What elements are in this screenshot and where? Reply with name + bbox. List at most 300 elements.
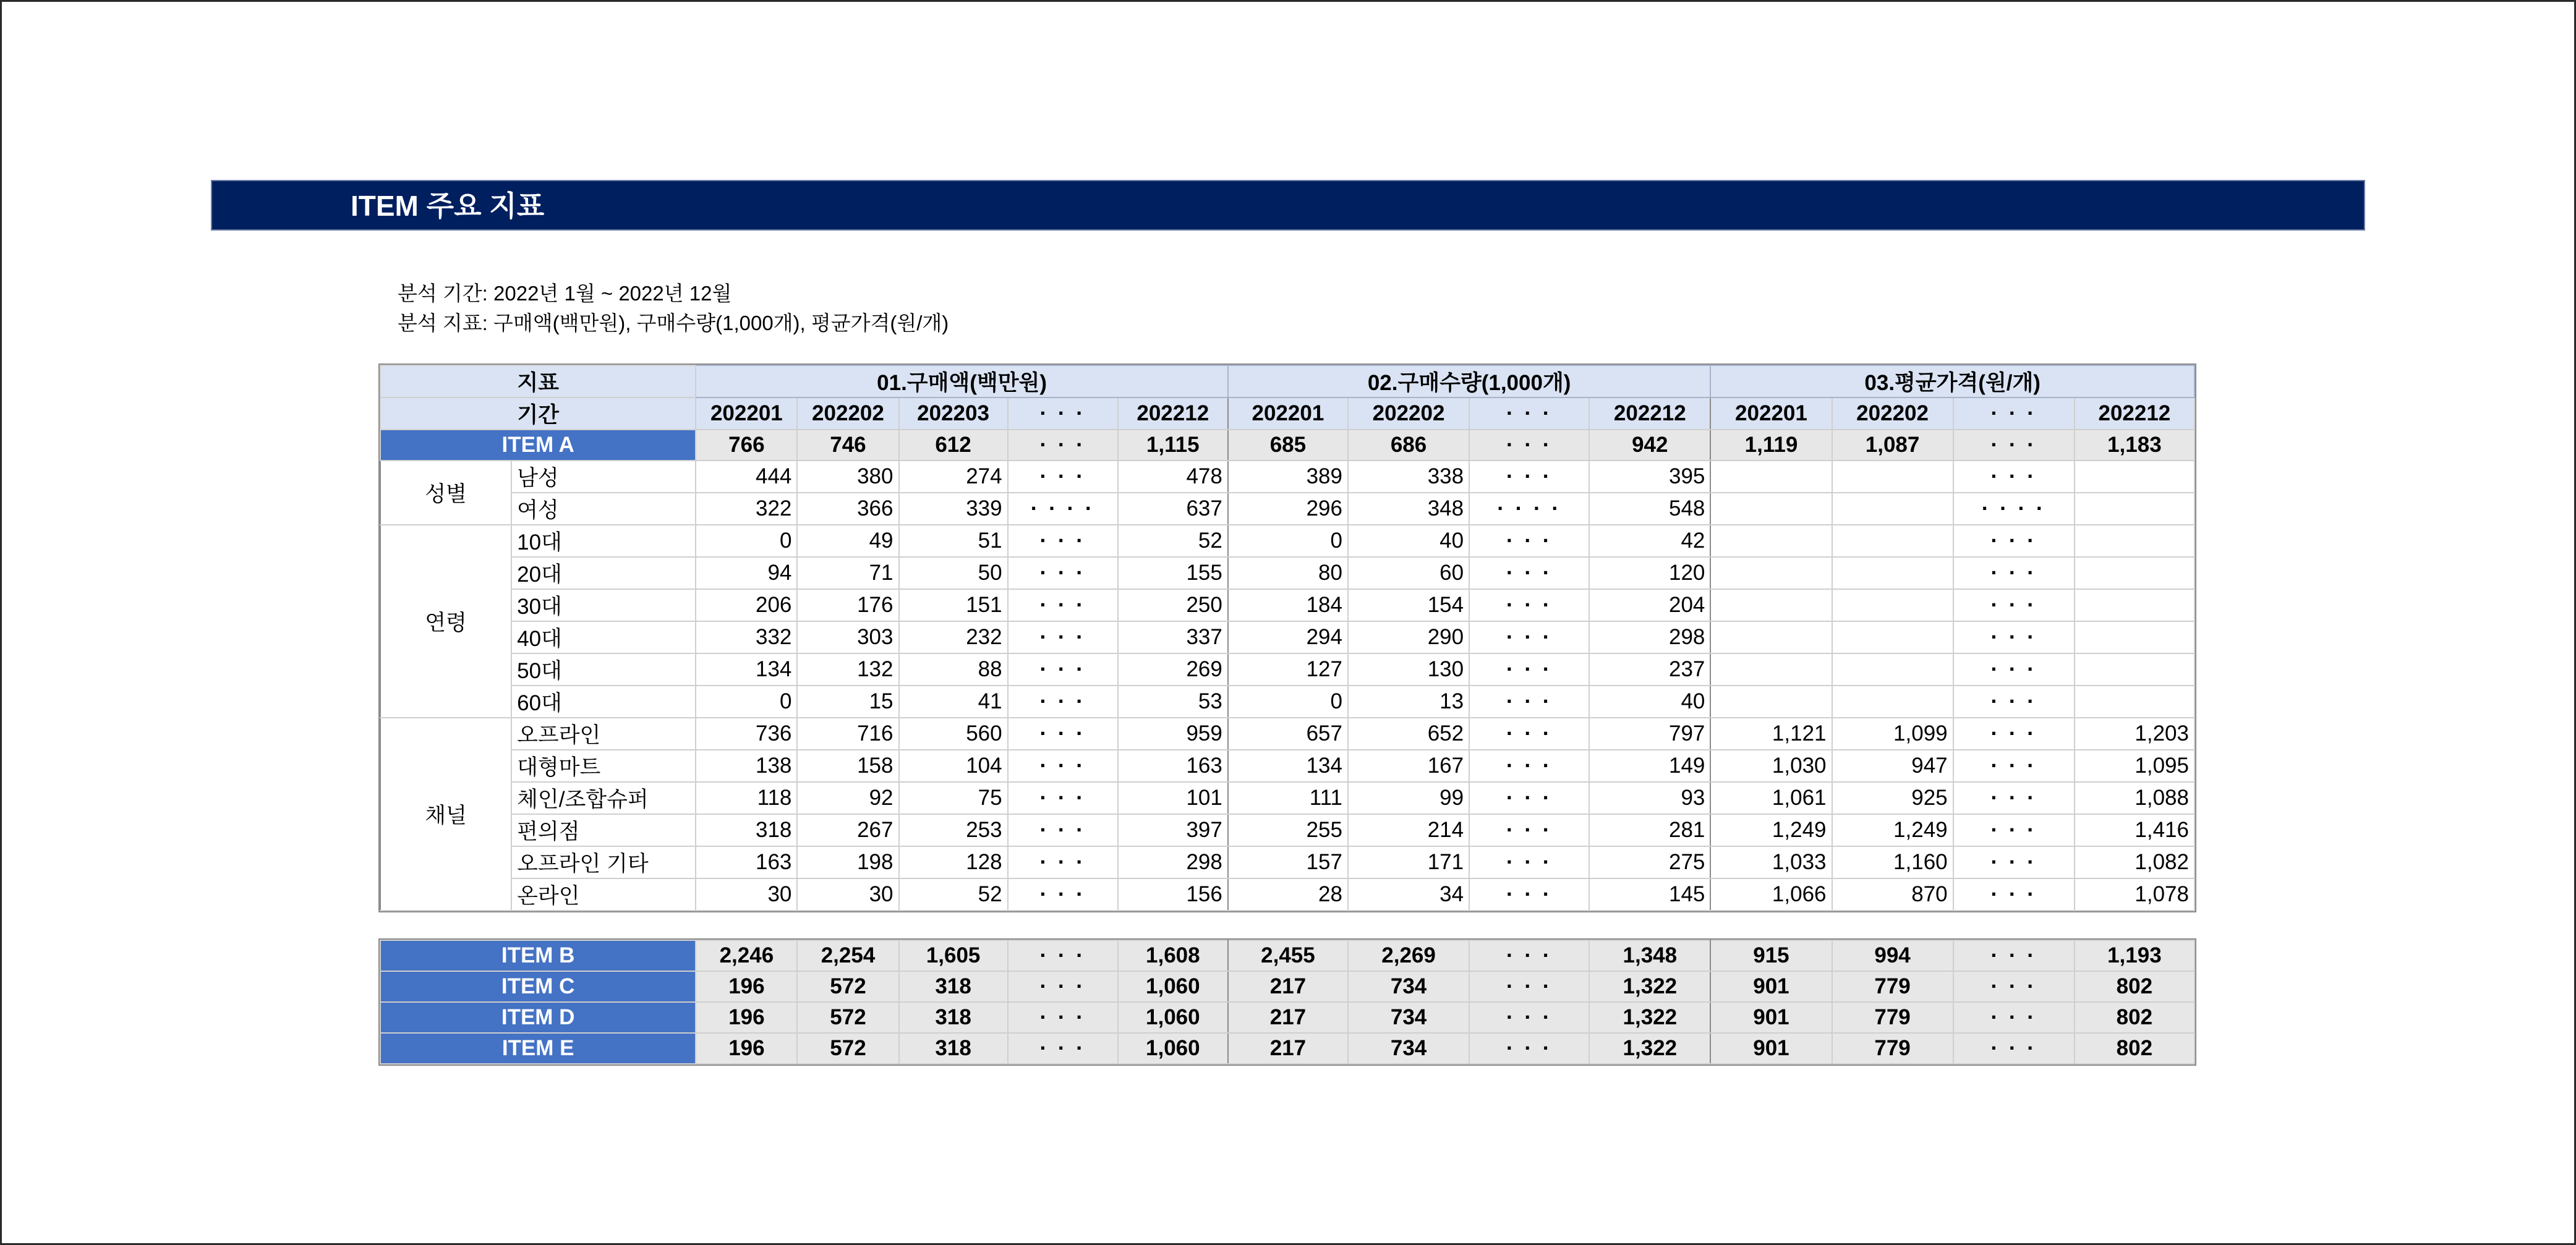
item-value-cell: 1,087: [1832, 430, 1953, 461]
value-cell: 397: [1118, 814, 1228, 846]
value-cell: 1,082: [2075, 846, 2194, 878]
table-row: [380, 557, 2194, 589]
table-row: [380, 878, 2194, 911]
subcategory-label: 온라인: [511, 878, 696, 911]
subcategory-label: 대형마트: [511, 750, 696, 782]
value-cell: 237: [1589, 653, 1710, 686]
value-cell: 134: [696, 653, 797, 686]
subcategory-label: 50대: [511, 653, 696, 686]
value-cell: 155: [1118, 557, 1228, 589]
item-value-cell: 1,322: [1589, 971, 1710, 1002]
item-label: ITEM A: [380, 430, 696, 461]
header-period-cell: 202203: [899, 397, 1008, 430]
header-group-label: 01.구매액(백만원): [696, 365, 1228, 397]
value-cell: 157: [1228, 846, 1348, 878]
analysis-metrics: 분석 지표: 구매액(백만원), 구매수량(1,000개), 평균가격(원/개): [398, 312, 949, 334]
value-cell: · · ·: [1008, 878, 1118, 911]
value-cell: · · ·: [1008, 653, 1118, 686]
value-cell: [1832, 686, 1953, 718]
item-value-cell: 901: [1710, 971, 1832, 1002]
header-group-label: 02.구매수량(1,000개): [1228, 365, 1711, 397]
value-cell: 947: [1832, 750, 1953, 782]
value-cell: 294: [1228, 621, 1348, 653]
item-value-cell: 686: [1348, 430, 1469, 461]
header-period-cell: 202202: [797, 397, 898, 430]
item-value-cell: 2,254: [797, 940, 898, 971]
value-cell: · · ·: [1469, 846, 1589, 878]
value-cell: 163: [1118, 750, 1228, 782]
value-cell: · · ·: [1953, 557, 2075, 589]
value-cell: 303: [797, 621, 898, 653]
value-cell: [1710, 461, 1832, 493]
value-cell: · · ·: [1953, 686, 2075, 718]
item-value-cell: · · ·: [1469, 940, 1589, 971]
item-value-cell: 612: [899, 430, 1008, 461]
value-cell: 444: [696, 461, 797, 493]
table-row: [380, 750, 2194, 782]
item-value-cell: 318: [899, 1002, 1008, 1033]
value-cell: · · ·: [1953, 878, 2075, 911]
item-value-cell: 1,608: [1118, 940, 1228, 971]
item-value-cell: 994: [1832, 940, 1953, 971]
value-cell: 41: [899, 686, 1008, 718]
header-row-periods: [380, 397, 2194, 430]
value-cell: 366: [797, 493, 898, 525]
value-cell: 28: [1228, 878, 1348, 911]
item-value-cell: · · ·: [1008, 940, 1118, 971]
value-cell: 296: [1228, 493, 1348, 525]
item-value-cell: 1,115: [1118, 430, 1228, 461]
table-row: [380, 814, 2194, 846]
value-cell: 797: [1589, 718, 1710, 750]
value-cell: 52: [1118, 525, 1228, 557]
value-cell: 1,078: [2075, 878, 2194, 911]
value-cell: [1832, 589, 1953, 621]
item-value-cell: 1,322: [1589, 1033, 1710, 1064]
category-label: 성별: [380, 461, 511, 525]
value-cell: 1,203: [2075, 718, 2194, 750]
item-value-cell: 217: [1228, 971, 1348, 1002]
value-cell: 959: [1118, 718, 1228, 750]
value-cell: [1710, 589, 1832, 621]
value-cell: [1832, 493, 1953, 525]
header-period-cell: · · ·: [1953, 397, 2075, 430]
value-cell: 40: [1589, 686, 1710, 718]
value-cell: · · ·: [1008, 718, 1118, 750]
value-cell: 154: [1348, 589, 1469, 621]
table-row: [380, 589, 2194, 621]
value-cell: 130: [1348, 653, 1469, 686]
table-row: [380, 653, 2194, 686]
table-row: [380, 782, 2194, 814]
value-cell: · · ·: [1469, 878, 1589, 911]
value-cell: 1,088: [2075, 782, 2194, 814]
item-value-cell: · · ·: [1008, 971, 1118, 1002]
value-cell: 332: [696, 621, 797, 653]
item-value-cell: 2,269: [1348, 940, 1469, 971]
value-cell: 214: [1348, 814, 1469, 846]
value-cell: [2075, 461, 2194, 493]
value-cell: 149: [1589, 750, 1710, 782]
value-cell: 267: [797, 814, 898, 846]
item-value-cell: 746: [797, 430, 898, 461]
value-cell: [2075, 525, 2194, 557]
value-cell: · · ·: [1008, 814, 1118, 846]
value-cell: 132: [797, 653, 898, 686]
subcategory-label: 10대: [511, 525, 696, 557]
item-value-cell: 196: [696, 971, 797, 1002]
item-value-cell: · · ·: [1953, 1002, 2075, 1033]
value-cell: 380: [797, 461, 898, 493]
value-cell: [1710, 493, 1832, 525]
value-cell: 75: [899, 782, 1008, 814]
value-cell: 1,030: [1710, 750, 1832, 782]
value-cell: · · ·: [1469, 718, 1589, 750]
value-cell: 50: [899, 557, 1008, 589]
item-value-cell: 1,119: [1710, 430, 1832, 461]
value-cell: 548: [1589, 493, 1710, 525]
item-value-cell: 734: [1348, 971, 1469, 1002]
value-cell: 145: [1589, 878, 1710, 911]
value-cell: 1,066: [1710, 878, 1832, 911]
value-cell: 184: [1228, 589, 1348, 621]
value-cell: 389: [1228, 461, 1348, 493]
table-row: [380, 493, 2194, 525]
item-value-cell: 217: [1228, 1033, 1348, 1064]
table-row: [380, 461, 2194, 493]
value-cell: 80: [1228, 557, 1348, 589]
value-cell: [1710, 686, 1832, 718]
value-cell: · · ·: [1953, 814, 2075, 846]
value-cell: 1,160: [1832, 846, 1953, 878]
value-cell: 870: [1832, 878, 1953, 911]
item-value-cell: 217: [1228, 1002, 1348, 1033]
value-cell: 1,249: [1832, 814, 1953, 846]
item-value-cell: 1,193: [2075, 940, 2194, 971]
value-cell: · · ·: [1008, 525, 1118, 557]
value-cell: 40: [1348, 525, 1469, 557]
value-cell: 156: [1118, 878, 1228, 911]
value-cell: 42: [1589, 525, 1710, 557]
subcategory-label: 여성: [511, 493, 696, 525]
value-cell: · · ·: [1953, 750, 2075, 782]
item-summary-row: [380, 940, 2194, 971]
analysis-period: 분석 기간: 2022년 1월 ~ 2022년 12월: [398, 282, 732, 305]
item-label: ITEM B: [380, 940, 696, 971]
table-row: [380, 686, 2194, 718]
header-group-label: 03.평균가격(원/개): [1710, 365, 2194, 397]
value-cell: 30: [797, 878, 898, 911]
item-value-cell: 901: [1710, 1033, 1832, 1064]
value-cell: [1832, 621, 1953, 653]
value-cell: 274: [899, 461, 1008, 493]
value-cell: 255: [1228, 814, 1348, 846]
value-cell: 0: [696, 525, 797, 557]
subcategory-label: 편의점: [511, 814, 696, 846]
item-value-cell: 685: [1228, 430, 1348, 461]
value-cell: 637: [1118, 493, 1228, 525]
value-cell: 925: [1832, 782, 1953, 814]
value-cell: · · ·: [1469, 525, 1589, 557]
value-cell: 167: [1348, 750, 1469, 782]
header-period-cell: 202212: [2075, 397, 2194, 430]
value-cell: 138: [696, 750, 797, 782]
value-cell: · · · ·: [1008, 493, 1118, 525]
table-row: [380, 525, 2194, 557]
value-cell: 206: [696, 589, 797, 621]
value-cell: · · ·: [1008, 621, 1118, 653]
header-period-cell: 202212: [1589, 397, 1710, 430]
value-cell: 250: [1118, 589, 1228, 621]
item-value-cell: · · ·: [1953, 1033, 2075, 1064]
subcategory-label: 40대: [511, 621, 696, 653]
value-cell: 281: [1589, 814, 1710, 846]
value-cell: [1710, 653, 1832, 686]
value-cell: 716: [797, 718, 898, 750]
value-cell: 339: [899, 493, 1008, 525]
value-cell: 298: [1118, 846, 1228, 878]
value-cell: · · ·: [1008, 846, 1118, 878]
value-cell: · · ·: [1469, 557, 1589, 589]
value-cell: · · ·: [1469, 814, 1589, 846]
analysis-info: [398, 279, 949, 338]
value-cell: · · ·: [1008, 750, 1118, 782]
value-cell: · · ·: [1953, 653, 2075, 686]
value-cell: 253: [899, 814, 1008, 846]
item-value-cell: 901: [1710, 1002, 1832, 1033]
value-cell: 60: [1348, 557, 1469, 589]
value-cell: · · ·: [1469, 750, 1589, 782]
header-period-cell: 202202: [1832, 397, 1953, 430]
item-value-cell: · · ·: [1469, 1033, 1589, 1064]
value-cell: 198: [797, 846, 898, 878]
item-value-cell: · · ·: [1469, 430, 1589, 461]
value-cell: 93: [1589, 782, 1710, 814]
value-cell: 1,249: [1710, 814, 1832, 846]
item-value-cell: · · ·: [1953, 430, 2075, 461]
value-cell: [1832, 557, 1953, 589]
value-cell: · · ·: [1008, 686, 1118, 718]
value-cell: 478: [1118, 461, 1228, 493]
value-cell: · · · ·: [1469, 493, 1589, 525]
item-value-cell: 2,455: [1228, 940, 1348, 971]
item-summary-row: [380, 1002, 2194, 1033]
value-cell: 51: [899, 525, 1008, 557]
value-cell: 104: [899, 750, 1008, 782]
item-value-cell: 779: [1832, 1002, 1953, 1033]
value-cell: 1,033: [1710, 846, 1832, 878]
item-a-row: [380, 430, 2194, 461]
value-cell: · · ·: [1469, 589, 1589, 621]
header-period-cell: · · ·: [1469, 397, 1589, 430]
value-cell: [2075, 653, 2194, 686]
value-cell: [1832, 461, 1953, 493]
value-cell: 92: [797, 782, 898, 814]
item-value-cell: 2,246: [696, 940, 797, 971]
item-label: ITEM E: [380, 1033, 696, 1064]
value-cell: [2075, 493, 2194, 525]
item-value-cell: 802: [2075, 971, 2194, 1002]
item-value-cell: 766: [696, 430, 797, 461]
value-cell: 269: [1118, 653, 1228, 686]
item-summary-row: [380, 971, 2194, 1002]
value-cell: 657: [1228, 718, 1348, 750]
table-row: [380, 846, 2194, 878]
value-cell: 1,121: [1710, 718, 1832, 750]
category-label: 채널: [380, 718, 511, 911]
value-cell: 15: [797, 686, 898, 718]
value-cell: 1,099: [1832, 718, 1953, 750]
value-cell: [2075, 621, 2194, 653]
value-cell: 134: [1228, 750, 1348, 782]
value-cell: 49: [797, 525, 898, 557]
header-period-cell: 202201: [1710, 397, 1832, 430]
value-cell: 71: [797, 557, 898, 589]
item-value-cell: 1,060: [1118, 1033, 1228, 1064]
value-cell: 101: [1118, 782, 1228, 814]
page-title: ITEM 주요 지표: [351, 190, 545, 222]
subcategory-label: 60대: [511, 686, 696, 718]
value-cell: 1,061: [1710, 782, 1832, 814]
item-value-cell: 1,605: [899, 940, 1008, 971]
header-period-cell: 202202: [1348, 397, 1469, 430]
item-value-cell: 1,060: [1118, 971, 1228, 1002]
indicator-table: [380, 365, 2195, 911]
item-value-cell: · · ·: [1008, 430, 1118, 461]
value-cell: 163: [696, 846, 797, 878]
item-value-cell: 915: [1710, 940, 1832, 971]
value-cell: 151: [899, 589, 1008, 621]
item-value-cell: 1,183: [2075, 430, 2194, 461]
header-period: 기간: [380, 397, 696, 430]
table-row: [380, 621, 2194, 653]
item-value-cell: 1,322: [1589, 1002, 1710, 1033]
item-value-cell: · · ·: [1008, 1002, 1118, 1033]
value-cell: · · · ·: [1953, 493, 2075, 525]
value-cell: · · ·: [1953, 589, 2075, 621]
header-indicator: 지표: [380, 365, 696, 397]
item-summary-row: [380, 1033, 2194, 1064]
value-cell: 111: [1228, 782, 1348, 814]
value-cell: 120: [1589, 557, 1710, 589]
value-cell: 94: [696, 557, 797, 589]
header-period-cell: 202212: [1118, 397, 1228, 430]
value-cell: 337: [1118, 621, 1228, 653]
value-cell: · · ·: [1008, 589, 1118, 621]
value-cell: 118: [696, 782, 797, 814]
value-cell: 204: [1589, 589, 1710, 621]
item-label: ITEM C: [380, 971, 696, 1002]
item-value-cell: 572: [797, 971, 898, 1002]
value-cell: · · ·: [1008, 461, 1118, 493]
subcategory-label: 오프라인: [511, 718, 696, 750]
item-value-cell: · · ·: [1008, 1033, 1118, 1064]
header-row-groups: [380, 365, 2194, 397]
value-cell: 736: [696, 718, 797, 750]
subcategory-label: 체인/조합슈퍼: [511, 782, 696, 814]
item-value-cell: 318: [899, 1033, 1008, 1064]
item-value-cell: 1,348: [1589, 940, 1710, 971]
value-cell: 338: [1348, 461, 1469, 493]
value-cell: · · ·: [1953, 461, 2075, 493]
subcategory-label: 30대: [511, 589, 696, 621]
value-cell: · · ·: [1469, 653, 1589, 686]
value-cell: 298: [1589, 621, 1710, 653]
item-value-cell: 196: [696, 1033, 797, 1064]
value-cell: 0: [1228, 525, 1348, 557]
item-value-cell: 942: [1589, 430, 1710, 461]
value-cell: · · ·: [1469, 686, 1589, 718]
item-label: ITEM D: [380, 1002, 696, 1033]
item-value-cell: · · ·: [1469, 1002, 1589, 1033]
value-cell: · · ·: [1953, 718, 2075, 750]
item-value-cell: 734: [1348, 1033, 1469, 1064]
subcategory-label: 남성: [511, 461, 696, 493]
value-cell: 0: [1228, 686, 1348, 718]
value-cell: · · ·: [1469, 461, 1589, 493]
value-cell: 322: [696, 493, 797, 525]
value-cell: · · ·: [1953, 525, 2075, 557]
value-cell: 275: [1589, 846, 1710, 878]
item-value-cell: 318: [899, 971, 1008, 1002]
table-row: [380, 718, 2194, 750]
value-cell: 0: [696, 686, 797, 718]
value-cell: · · ·: [1008, 782, 1118, 814]
subcategory-label: 오프라인 기타: [511, 846, 696, 878]
value-cell: 560: [899, 718, 1008, 750]
item-value-cell: 779: [1832, 1033, 1953, 1064]
item-summary-table: [380, 940, 2195, 1064]
value-cell: 34: [1348, 878, 1469, 911]
value-cell: 318: [696, 814, 797, 846]
item-value-cell: 572: [797, 1002, 898, 1033]
value-cell: 13: [1348, 686, 1469, 718]
value-cell: 290: [1348, 621, 1469, 653]
value-cell: 176: [797, 589, 898, 621]
item-value-cell: 734: [1348, 1002, 1469, 1033]
category-label: 연령: [380, 525, 511, 718]
value-cell: · · ·: [1953, 782, 2075, 814]
subcategory-label: 20대: [511, 557, 696, 589]
value-cell: · · ·: [1008, 557, 1118, 589]
item-value-cell: 802: [2075, 1002, 2194, 1033]
header-period-cell: 202201: [696, 397, 797, 430]
value-cell: · · ·: [1953, 621, 2075, 653]
value-cell: [2075, 589, 2194, 621]
item-value-cell: · · ·: [1953, 971, 2075, 1002]
value-cell: 88: [899, 653, 1008, 686]
item-value-cell: 1,060: [1118, 1002, 1228, 1033]
value-cell: 128: [899, 846, 1008, 878]
value-cell: [1710, 525, 1832, 557]
value-cell: 652: [1348, 718, 1469, 750]
value-cell: 395: [1589, 461, 1710, 493]
item-value-cell: · · ·: [1469, 971, 1589, 1002]
value-cell: [1832, 525, 1953, 557]
value-cell: · · ·: [1469, 621, 1589, 653]
value-cell: 52: [899, 878, 1008, 911]
value-cell: 127: [1228, 653, 1348, 686]
value-cell: 1,095: [2075, 750, 2194, 782]
value-cell: [1832, 653, 1953, 686]
value-cell: 1,416: [2075, 814, 2194, 846]
value-cell: · · ·: [1469, 782, 1589, 814]
title-bar: [211, 180, 2365, 231]
value-cell: [1710, 621, 1832, 653]
value-cell: 30: [696, 878, 797, 911]
value-cell: [2075, 686, 2194, 718]
value-cell: 348: [1348, 493, 1469, 525]
